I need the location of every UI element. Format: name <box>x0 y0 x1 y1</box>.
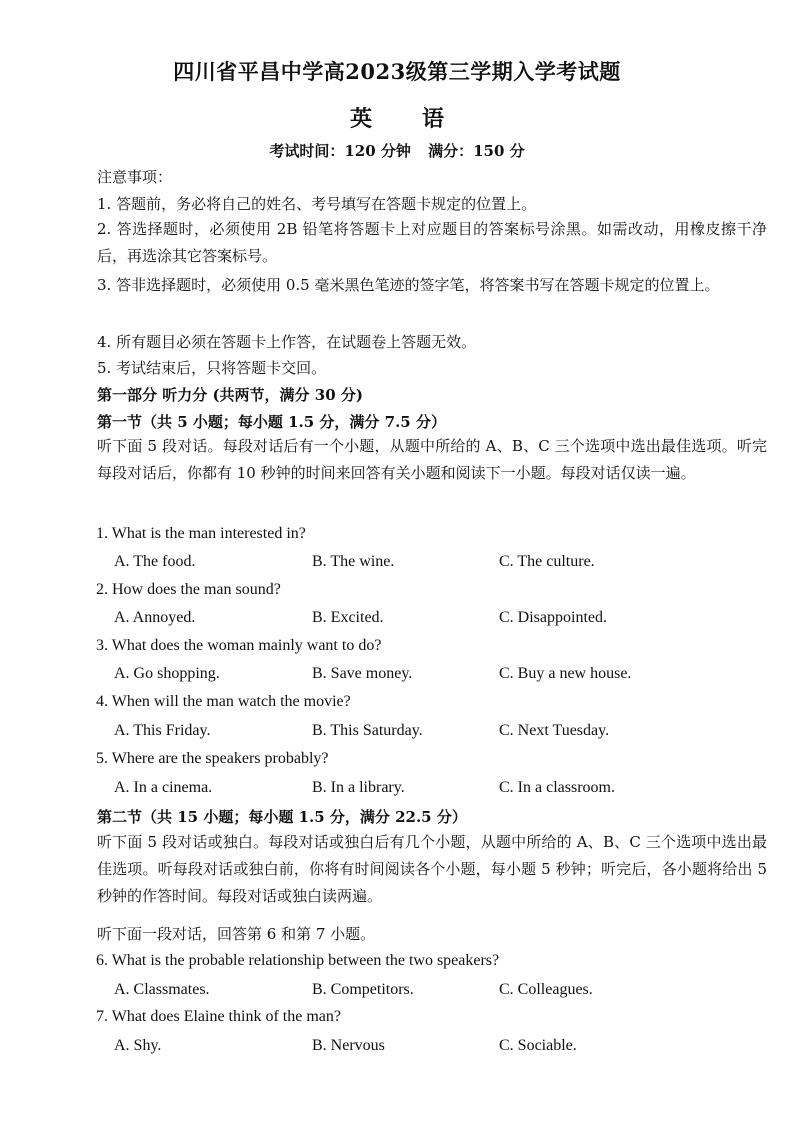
option-b: B. Competitors. <box>312 981 414 998</box>
question-stem: 2. How does the man sound? <box>96 581 281 598</box>
subject-title: 英 语 <box>349 106 458 132</box>
option-b: B. Nervous <box>312 1037 385 1054</box>
option-a: A. Shy. <box>114 1037 162 1054</box>
question-stem: 4. When will the man watch the movie? <box>96 693 351 710</box>
section2-lead: 听下面一段对话，回答第 6 和第 7 小题。 <box>97 925 376 943</box>
exam-score: 满分：150 分 <box>428 142 525 160</box>
note-item: 4. 所有题目必须在答题卡上作答，在试题卷上答题无效。 <box>97 333 477 351</box>
option-b: B. Save money. <box>312 665 413 682</box>
note-item: 5. 考试结束后，只将答题卡交回。 <box>97 359 327 377</box>
question-stem: 1. What is the man interested in? <box>96 525 306 542</box>
section2-instructions: 听下面 5 段对话或独白。每段对话或独白后有几个小题，从题中所给的 A、B、C 三个选项中选出最佳选项。听每段对话或独白前，你将有时间阅读各个小题，每小题 5 秒钟；听完后，各小题将给出 5 秒钟的作答时间。每段对话或独白读两遍。 <box>97 833 767 905</box>
note-item: 3. 答非选择题时，必须使用 0.5 毫米黑色笔迹的签字笔，将答案书写在答题卡规定的位置上。 <box>97 276 720 294</box>
option-a: A. The food. <box>114 553 196 570</box>
option-b: B. This Saturday. <box>312 722 423 739</box>
option-b: B. Excited. <box>312 609 384 626</box>
option-c: C. Next Tuesday. <box>499 722 610 739</box>
option-a: A. Go shopping. <box>114 665 220 682</box>
option-b: B. The wine. <box>312 553 395 570</box>
option-a: A. In a cinema. <box>114 779 213 796</box>
question-stem: 5. Where are the speakers probably? <box>96 750 329 767</box>
option-c: C. Sociable. <box>499 1037 577 1054</box>
section1-instructions: 听下面 5 段对话。每段对话后有一个小题，从题中所给的 A、B、C 三个选项中选出最佳选项。听完每段对话后，你都有 10 秒钟的时间来回答有关小题和阅读下一小题。每段对话仅读一遍。 <box>97 437 767 482</box>
option-c: C. Buy a new house. <box>499 665 632 682</box>
note-item: 2. 答选择题时，必须使用 2B 铅笔将答题卡上对应题目的答案标号涂黑。如需改动，用橡皮擦干净后，再选涂其它答案标号。 <box>97 220 767 265</box>
question-stem: 6. What is the probable relationship between the two speakers? <box>96 952 500 969</box>
question-stem: 3. What does the woman mainly want to do? <box>96 637 382 654</box>
option-c: C. The culture. <box>499 553 595 570</box>
notes-heading: 注意事项： <box>97 168 173 186</box>
option-a: A. This Friday. <box>114 722 211 739</box>
option-a: A. Annoyed. <box>114 609 196 626</box>
option-c: C. Disappointed. <box>499 609 607 626</box>
exam-title: 四川省平昌中学高2023级第三学期入学考试题 <box>173 59 621 84</box>
option-c: C. Colleagues. <box>499 981 593 998</box>
exam-time: 考试时间：120 分钟 <box>269 142 411 160</box>
exam-info <box>0 140 794 161</box>
question-stem: 7. What does Elaine think of the man? <box>96 1008 341 1025</box>
option-b: B. In a library. <box>312 779 405 796</box>
section2-heading: 第二节（共 15 小题；每小题 1.5 分，满分 22.5 分） <box>97 808 467 826</box>
note-item: 1. 答题前，务必将自己的姓名、考号填写在答题卡规定的位置上。 <box>97 195 537 213</box>
option-c: C. In a classroom. <box>499 779 615 796</box>
section1-heading: 第一节（共 5 小题；每小题 1.5 分，满分 7.5 分） <box>97 413 446 431</box>
option-a: A. Classmates. <box>114 981 210 998</box>
part1-heading: 第一部分 听力分 (共两节，满分 30 分) <box>97 386 363 404</box>
